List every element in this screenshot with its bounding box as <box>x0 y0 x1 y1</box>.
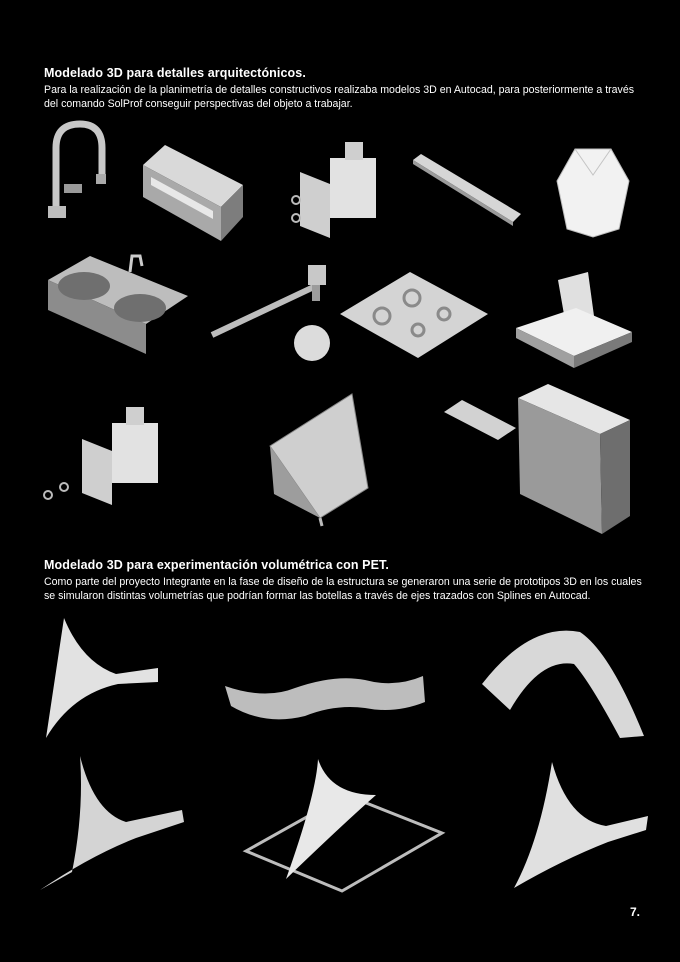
toilet-tank-model-image <box>290 140 382 240</box>
pet-prototype-1-image <box>42 612 162 738</box>
wardrobe-model-image <box>518 384 630 534</box>
cooktop-model-image <box>340 272 488 358</box>
crystal-lamp-model-image <box>555 145 631 239</box>
cabinet-model-image <box>143 145 243 241</box>
rail-model-image <box>413 152 521 228</box>
section2-title: Modelado 3D para experimentación volumétrica con PET. <box>44 558 389 572</box>
section1-body: Para la realización de la planimetría de detalles constructivos realizaba modelos 3D en Autocad, para posteriormente a través del comando SolProf conseguir perspectivas del objeto a trabajar. <box>44 84 635 110</box>
double-sink-model-image <box>48 250 188 358</box>
pet-prototype-6-image <box>510 760 650 890</box>
faucet-model-image <box>44 118 108 224</box>
folded-chair-model-image <box>270 390 368 526</box>
page-number: 7. <box>629 905 640 919</box>
pet-prototype-2-image <box>225 666 425 724</box>
pet-prototype-3-image <box>480 612 646 740</box>
range-hood-model-image <box>516 272 632 370</box>
section2-body: Como parte del proyecto Integrante en la fase de diseño de la estructura se generaron una serie de prototipos 3D en los cuales se simularon distintas volumetrías que podrían formar las botellas a través de ejes trazados con Splines en Autocad. <box>44 576 642 602</box>
pet-prototype-5-image <box>246 755 442 895</box>
pet-prototype-4-image <box>36 752 186 892</box>
shower-model-image <box>208 263 334 368</box>
plank-model-image <box>444 400 516 442</box>
toilet-tank-model-alt-image <box>44 405 164 517</box>
section1-title: Modelado 3D para detalles arquitectónicos. <box>44 66 306 80</box>
